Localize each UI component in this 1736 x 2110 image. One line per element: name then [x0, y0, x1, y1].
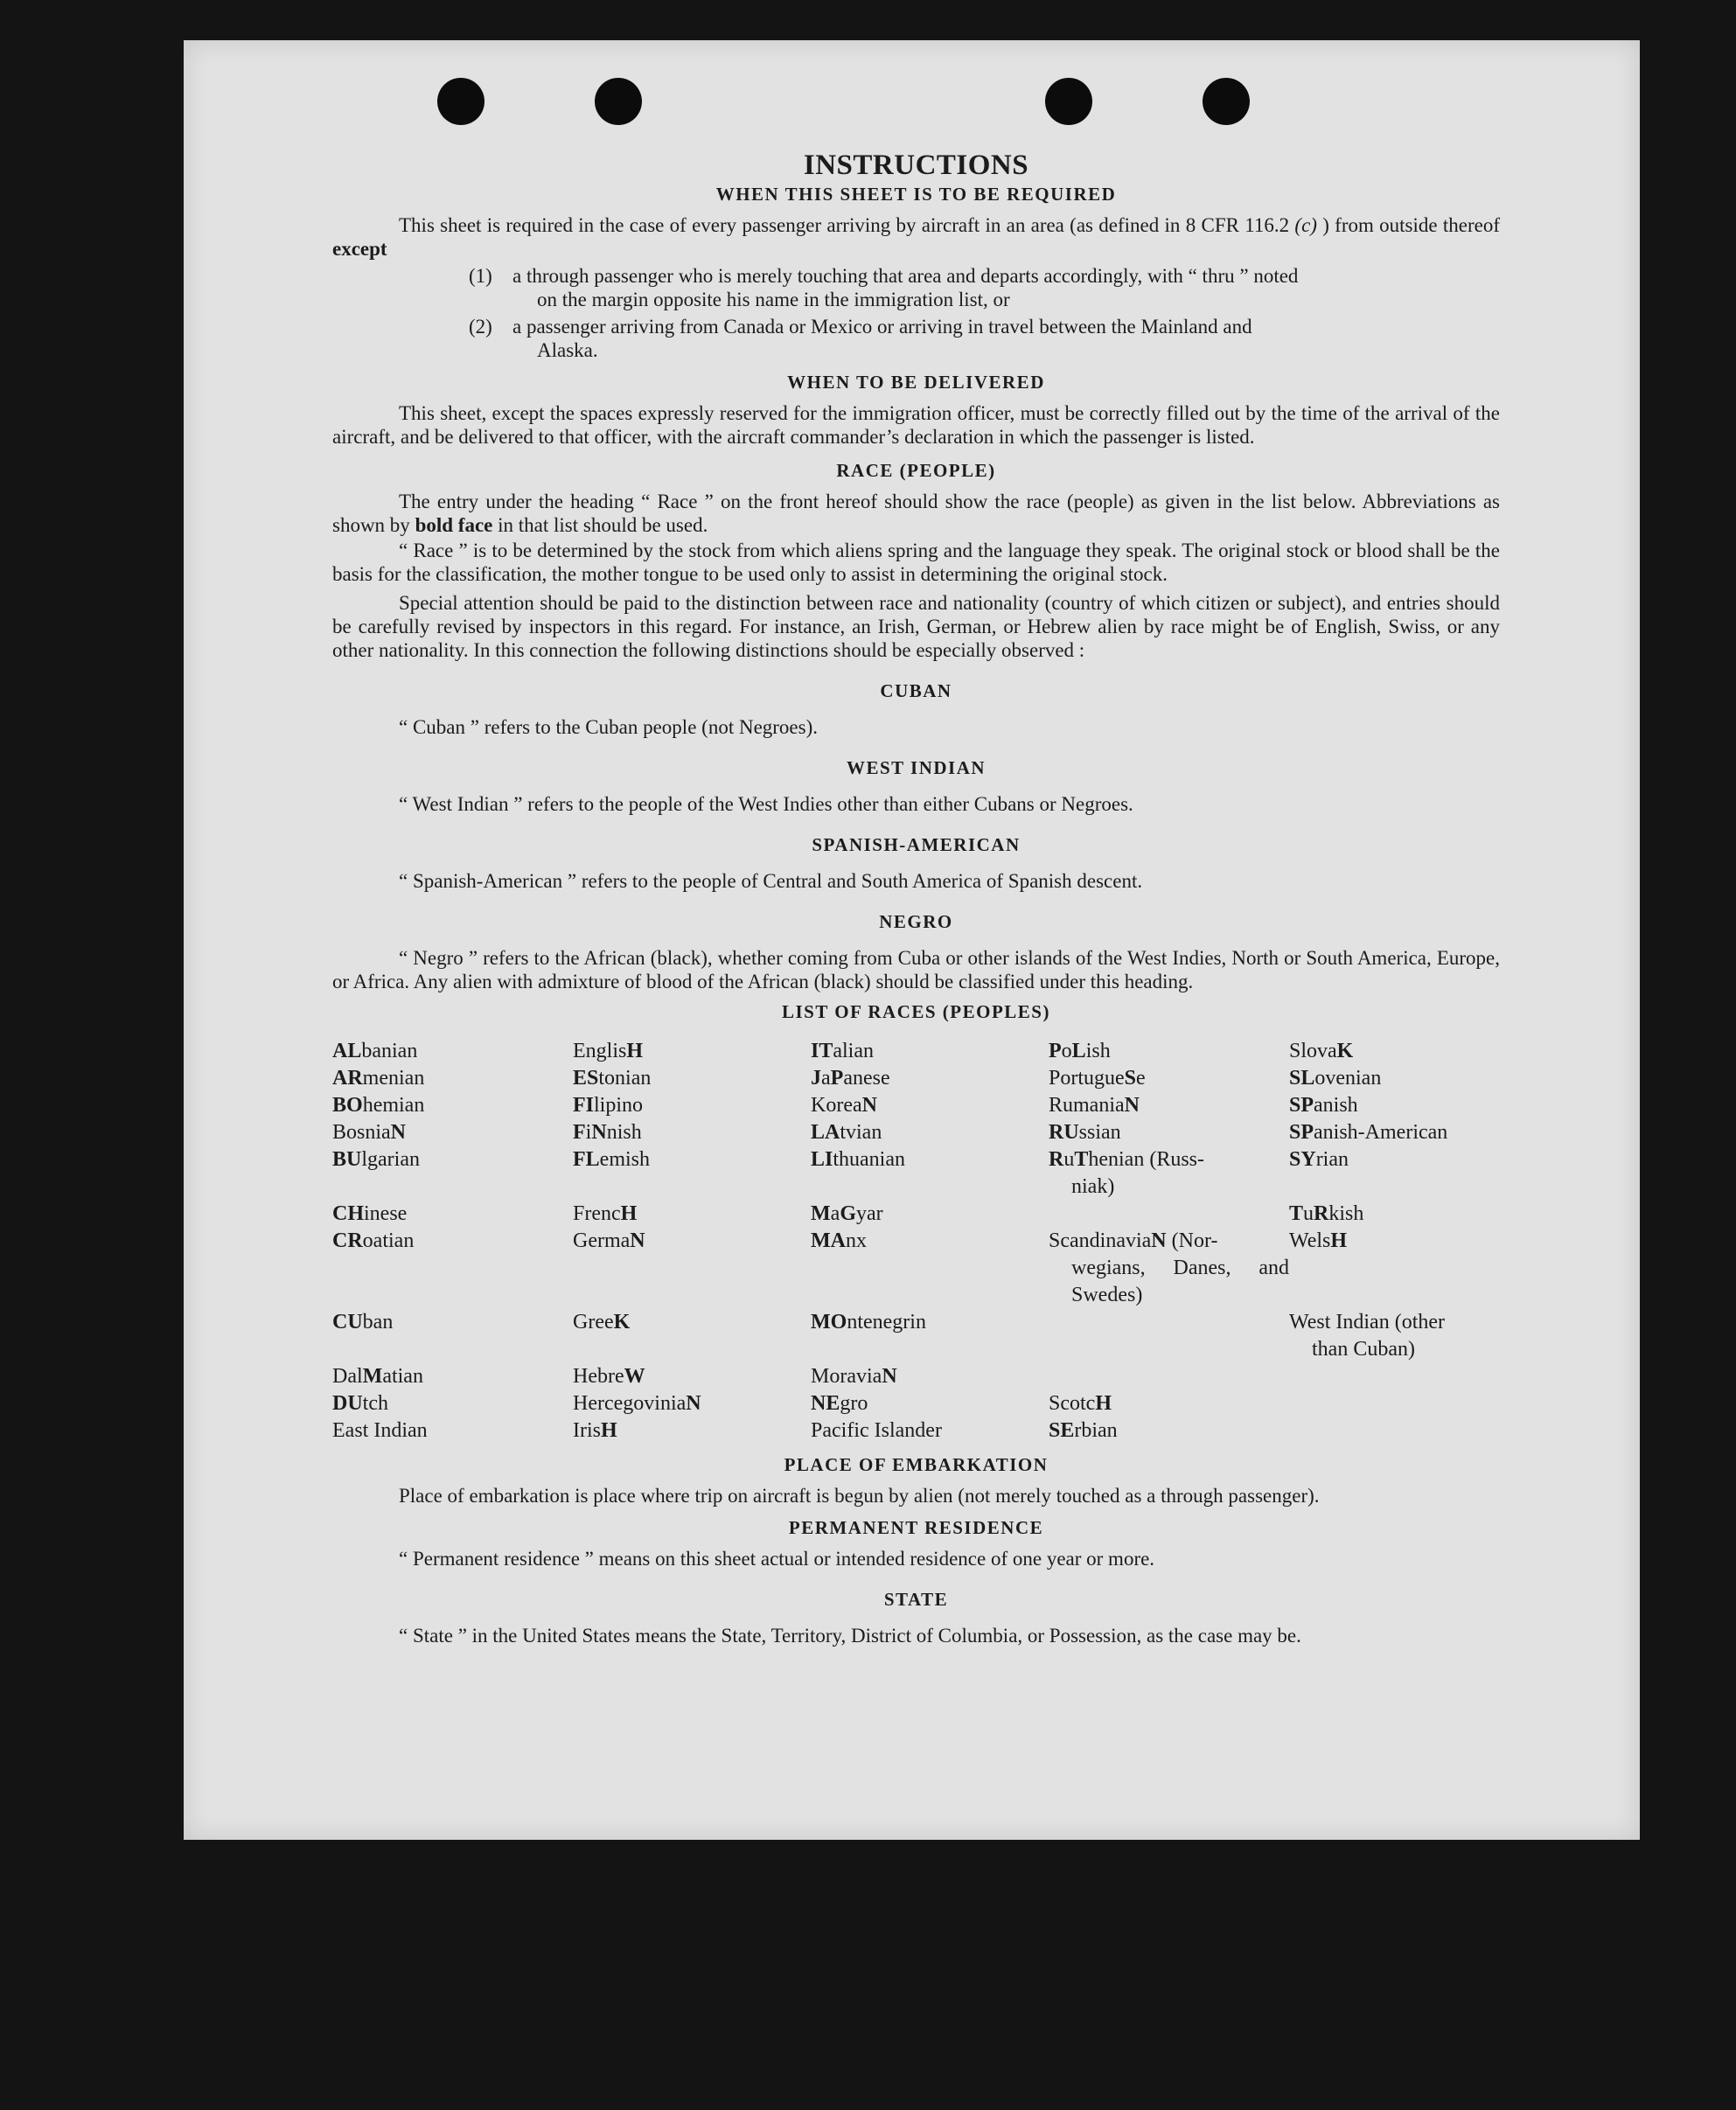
race-item: RumaniaN — [1049, 1094, 1140, 1117]
heading-negro: NEGRO — [879, 911, 953, 932]
document-page — [184, 40, 1640, 1840]
race-item: LAtvian — [811, 1121, 882, 1144]
race-paragraph-2: “ Race ” is to be determined by the stock from which aliens spring and the language they speak. The original stock or blood shall be the basis for the classification, the mother tongue to be used only to assist in determining the original stock. — [332, 540, 1500, 585]
heading-required: WHEN THIS SHEET IS TO BE REQUIRED — [715, 184, 1117, 205]
heading-embarkation: PLACE OF EMBARKATION — [784, 1454, 1049, 1475]
race-item: FiNnish — [573, 1121, 642, 1144]
race-item: SPanish — [1289, 1094, 1358, 1117]
punch-hole — [437, 78, 485, 125]
heading-race: RACE (PEOPLE) — [836, 460, 996, 481]
race-item: GreeK — [573, 1311, 631, 1334]
punch-hole — [1045, 78, 1092, 125]
instructions-content — [332, 150, 1500, 1647]
race-item: SPanish-American — [1289, 1121, 1448, 1144]
page-title: INSTRUCTIONS — [803, 150, 1029, 181]
race-item: GermaN — [573, 1229, 645, 1252]
exception-item-2: (2) a passenger arriving from Canada or Mexico or arriving in travel between the Mainland and Alaska. — [469, 316, 1252, 361]
race-item: FLemish — [573, 1148, 650, 1171]
race-item: TuRkish — [1289, 1202, 1364, 1225]
punch-hole — [1203, 78, 1250, 125]
race-item: JaPanese — [811, 1067, 890, 1090]
race-item: East Indian — [332, 1419, 428, 1442]
race-item — [1049, 1363, 1289, 1390]
state-text: “ State ” in the United States means the State, Territory, District of Columbia, or Possession, as the case may be. — [399, 1625, 1301, 1647]
race-item: LIthuanian — [811, 1148, 905, 1171]
race-item: West Indian (other than Cuban) — [1289, 1311, 1446, 1361]
race-item: IrisH — [573, 1419, 617, 1442]
race-item: HebreW — [573, 1365, 645, 1388]
race-item: RUssian — [1049, 1121, 1121, 1144]
race-item: BOhemian — [332, 1094, 425, 1117]
race-item: NEgro — [811, 1392, 868, 1415]
race-item: CRoatian — [332, 1229, 415, 1252]
negro-text: “ Negro ” refers to the African (black), whether coming from Cuba or other islands of the West Indies, North or South America, Europe, or Africa. Any alien with admixture of blood of the African (black) should be classified under this heading. — [332, 947, 1500, 992]
exception-item-1: (1) a through passenger who is merely touching that area and departs accordingly, with “ thru ” noted on the margin opposite his name in the immigration list, or — [469, 265, 1299, 310]
heading-west-indian: WEST INDIAN — [846, 757, 987, 778]
west-indian-text: “ West Indian ” refers to the people of the West Indies other than either Cubans or Negroes. — [399, 793, 1133, 815]
race-item: PortugueSe — [1049, 1067, 1146, 1090]
race-item — [1049, 1309, 1289, 1363]
race-item: FIlipino — [573, 1094, 644, 1117]
race-item: ScandinaviaN (Nor- wegians, Danes, and Swedes) — [1049, 1229, 1289, 1306]
race-item: CUban — [332, 1311, 394, 1334]
race-item: BUlgarian — [332, 1148, 420, 1171]
race-item — [1289, 1390, 1500, 1417]
race-item: HercegoviniaN — [573, 1392, 701, 1415]
race-item: MAnx — [811, 1229, 867, 1252]
race-paragraph-1: The entry under the heading “ Race ” on the front hereof should show the race (people) as given in the list below. Abbreviations as shown by bold face in that list should be used. — [332, 491, 1500, 536]
race-item: BosniaN — [332, 1121, 407, 1144]
race-item: FrencH — [573, 1202, 638, 1225]
race-item: SErbian — [1049, 1419, 1118, 1442]
race-item: ARmenian — [332, 1067, 425, 1090]
race-item — [1049, 1201, 1289, 1228]
race-item: KoreaN — [811, 1094, 877, 1117]
race-item: EStonian — [573, 1067, 652, 1090]
race-item: SLovenian — [1289, 1067, 1382, 1090]
race-item — [1289, 1417, 1500, 1445]
delivered-text: This sheet, except the spaces expressly reserved for the immigration officer, must be correctly filled out by the time of the arrival of the aircraft, and be delivered to that officer, with the aircraft commander’s declaration in which the passenger is listed. — [332, 402, 1500, 448]
race-item: EnglisH — [573, 1040, 644, 1062]
races-list — [332, 1038, 1500, 1445]
heading-spanish-american: SPANISH-AMERICAN — [812, 834, 1021, 855]
race-item: RuThenian (Russ- niak) — [1049, 1148, 1205, 1198]
heading-state: STATE — [883, 1589, 949, 1610]
race-item: MOntenegrin — [811, 1311, 926, 1334]
race-item: MaGyar — [811, 1202, 883, 1225]
race-item: ITalian — [811, 1040, 874, 1062]
heading-cuban: CUBAN — [880, 680, 952, 701]
race-item — [1289, 1363, 1500, 1390]
punch-hole — [595, 78, 642, 125]
race-item: CHinese — [332, 1202, 408, 1225]
race-item: SYrian — [1289, 1148, 1349, 1171]
race-item: Pacific Islander — [811, 1419, 942, 1442]
heading-residence: PERMANENT RESIDENCE — [788, 1517, 1044, 1538]
race-item: DUtch — [332, 1392, 388, 1415]
heading-delivered: WHEN TO BE DELIVERED — [787, 372, 1045, 393]
spanish-american-text: “ Spanish-American ” refers to the people of Central and South America of Spanish descent. — [399, 870, 1143, 892]
embarkation-text: Place of embarkation is place where trip on aircraft is begun by alien (not merely touched as a through passenger). — [399, 1485, 1320, 1507]
race-item: PoLish — [1049, 1040, 1111, 1062]
race-item: MoraviaN — [811, 1365, 897, 1388]
race-item: ScotcH — [1049, 1392, 1112, 1415]
race-paragraph-3: Special attention should be paid to the distinction between race and nationality (country of which citizen or subject), and entries should be carefully revised by inspectors in this regard. For instance, an Irish, German, or Hebrew alien by race might be of English, Swiss, or any other nationality. In this connection the following distinctions should be especially observed : — [332, 592, 1500, 661]
race-item: WelsH — [1289, 1229, 1348, 1252]
race-item: SlovaK — [1289, 1040, 1354, 1062]
cuban-text: “ Cuban ” refers to the Cuban people (not Negroes). — [399, 716, 819, 738]
residence-text: “ Permanent residence ” means on this sheet actual or intended residence of one year or more. — [399, 1548, 1155, 1570]
race-item: ALbanian — [332, 1040, 418, 1062]
required-intro: This sheet is required in the case of every passenger arriving by aircraft in an area (as defined in 8 CFR 116.2 (c) ) from outside thereof except — [332, 214, 1500, 260]
race-item: DalMatian — [332, 1365, 423, 1388]
heading-list-of-races: LIST OF RACES (PEOPLES) — [782, 1001, 1050, 1022]
